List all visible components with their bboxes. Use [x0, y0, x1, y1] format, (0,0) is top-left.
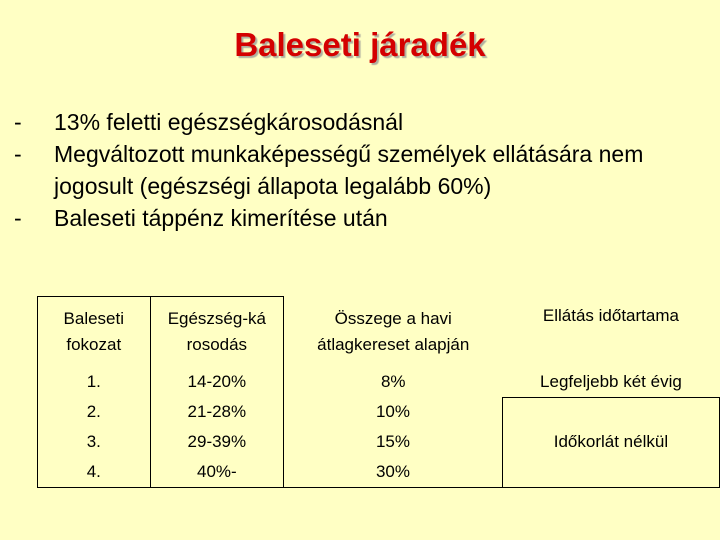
header-idotartam-text: Ellátás időtartama — [542, 305, 679, 325]
header-fokozat-text: Baleseti fokozat — [63, 308, 125, 354]
table-row — [38, 367, 720, 398]
header-idotartam — [502, 297, 719, 367]
header-fokozat — [38, 297, 151, 367]
cell-osszeg: 10% — [375, 402, 410, 421]
table-header-row — [38, 297, 720, 367]
bullet-item — [14, 202, 714, 234]
bullet-text: Baleseti táppénz kimerítése után — [54, 205, 388, 231]
cell-karosodas: 29-39% — [150, 427, 284, 457]
bullet-marker: - — [14, 109, 22, 135]
cell-fokozat: 1. — [38, 367, 151, 398]
benefit-table — [37, 296, 720, 488]
page-title: Baleseti járadék — [234, 26, 486, 63]
bullet-list — [14, 106, 714, 234]
cell-osszeg: 30% — [284, 457, 503, 488]
bullet-marker: - — [14, 141, 22, 167]
table-row — [38, 397, 720, 427]
header-karosodas-text: Egészség-károsodás — [167, 308, 266, 354]
cell-fokozat: 3. — [38, 427, 151, 457]
cell-osszeg: 15% — [375, 432, 410, 451]
cell-osszeg: 8% — [380, 371, 406, 391]
header-karosodas — [150, 297, 284, 367]
cell-duration-first: Legfeljebb két évig — [540, 371, 682, 391]
cell-duration-rest: Időkorlát nélkül — [502, 397, 719, 488]
cell-karosodas: 21-28% — [150, 397, 284, 427]
bullet-item — [14, 106, 714, 138]
cell-fokozat: 2. — [38, 397, 151, 427]
header-osszeg — [284, 297, 503, 367]
cell-karosodas: 40%- — [150, 457, 284, 488]
bullet-marker: - — [14, 205, 22, 231]
bullet-text: Megváltozott munkaképességű személyek ellátására nem jogosult (egészségi állapota legalább 60%) — [54, 141, 644, 199]
header-osszeg-text: Összege a havi átlagkereset alapján — [317, 308, 470, 354]
bullet-text: 13% feletti egészségkárosodásnál — [54, 109, 404, 135]
cell-fokozat: 4. — [38, 457, 151, 488]
cell-karosodas: 14-20% — [150, 367, 284, 398]
bullet-item — [14, 138, 714, 202]
